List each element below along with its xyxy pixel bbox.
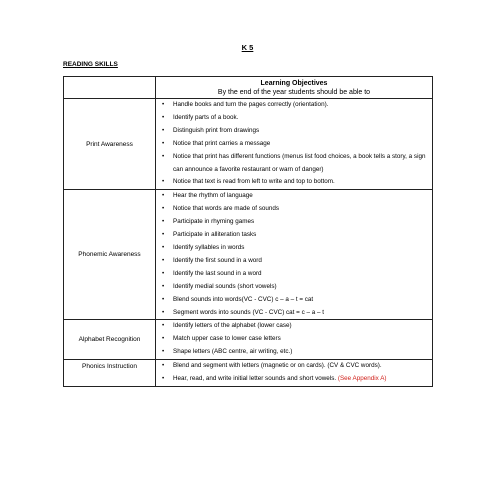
objectives-cell [156, 360, 433, 387]
list-item: • Blend sounds into words(VC - CVC) c – a – t = cat [162, 294, 428, 307]
appendix-note: (See Appendix A) [337, 375, 387, 383]
header-title: Learning Objectives [260, 80, 328, 87]
list-item: • Identify the first sound in a word [162, 255, 428, 268]
list-item: • Segment words into sounds (VC - CVC) cat = c – a – t [162, 307, 428, 320]
list-item: • Identify medial sounds (short vowels) [162, 281, 428, 294]
list-item: • Notice that text is read from left to write and top to bottom. [162, 176, 428, 189]
objectives-cell [156, 190, 433, 320]
skill-phonics-instruction: Phonics Instruction [64, 360, 156, 387]
list-item [162, 373, 428, 386]
table-row [64, 99, 433, 190]
objectives-list [156, 320, 432, 359]
list-item: • Distinguish print from drawings [162, 125, 428, 138]
skill-alphabet-recognition: Alphabet Recognition [64, 320, 156, 360]
objectives-table [63, 76, 433, 387]
objectives-cell [156, 320, 433, 360]
header-cell [156, 77, 433, 99]
table-row [64, 360, 433, 387]
table-header-row [64, 77, 433, 99]
objectives-list [156, 99, 432, 189]
header-subtitle: By the end of the year students should be able to [217, 89, 371, 96]
page-title: K 5 [241, 43, 254, 52]
list-item: • Identify parts of a book. [162, 112, 428, 125]
skill-print-awareness: Print Awareness [64, 99, 156, 190]
list-item: • Notice that print carries a message [162, 138, 428, 151]
list-item: • Notice that words are made of sounds [162, 203, 428, 216]
objectives-list [156, 190, 432, 319]
list-item: • Participate in rhyming games [162, 216, 428, 229]
objectives-list [156, 360, 432, 386]
list-item: • Identify the last sound in a word [162, 268, 428, 281]
list-item: • Shape letters (ABC centre, air writing, etc.) [162, 346, 428, 359]
table-row [64, 190, 433, 320]
list-item: • Hear the rhythm of language [162, 190, 428, 203]
list-item: • Blend and segment with letters (magnetic or on cards). (CV & CVC words). [162, 360, 428, 373]
header-empty-cell [64, 77, 156, 99]
list-item: • Participate in alliteration tasks [162, 229, 428, 242]
list-item: • Notice that print has different functions (menus list food choices, a book tells a story, a sign can announce a favorite restaurant or warn of danger) [162, 151, 428, 177]
objectives-cell [156, 99, 433, 190]
list-item: • Handle books and turn the pages correctly (orientation). [162, 99, 428, 112]
list-item-text: Hear, read, and write initial letter sounds and short vowels. [173, 375, 337, 383]
section-title: READING SKILLS [63, 61, 118, 68]
list-item: • Identify syllables in words [162, 242, 428, 255]
list-item: • Identify letters of the alphabet (lower case) [162, 320, 428, 333]
list-item: • Match upper case to lower case letters [162, 333, 428, 346]
table-row [64, 320, 433, 360]
skill-phonemic-awareness: Phonemic Awareness [64, 190, 156, 320]
